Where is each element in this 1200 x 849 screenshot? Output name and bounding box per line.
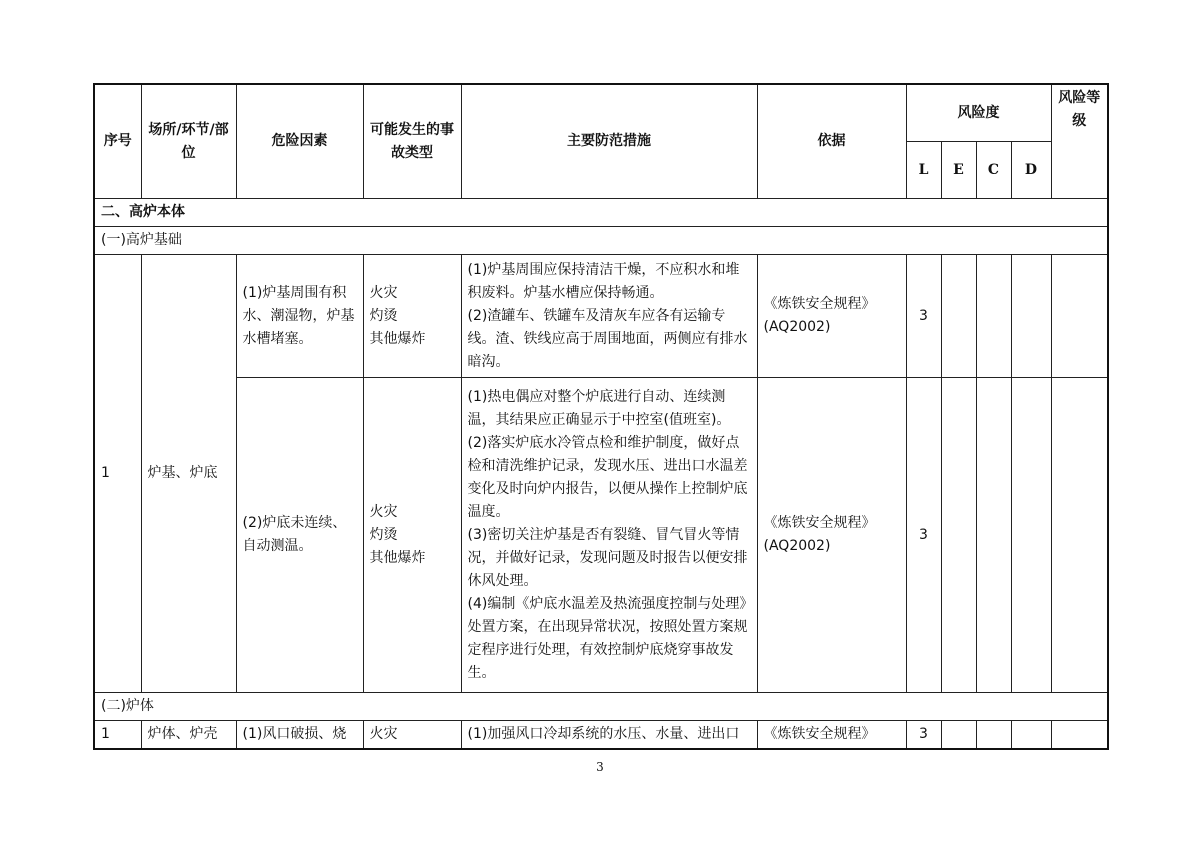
accident-type-item: 火灾 (369, 284, 398, 301)
accident-type-item: 其他爆炸 (369, 549, 426, 566)
row-basis: 《炼铁安全规程》(AQ2002) (757, 378, 906, 693)
measure-item: (2)落实炉底水冷管点检和维护制度，做好点检和清洗维护记录，发现水压、进出口水温差变化及时向炉内报告，以便从操作上控制炉底温度。 (467, 434, 748, 520)
header-D: D (1011, 142, 1051, 199)
header-L: L (906, 142, 941, 199)
accident-type-item: 其他爆炸 (369, 330, 426, 347)
header-basis: 依据 (757, 84, 906, 199)
row-accident-type (363, 255, 461, 378)
row-basis: 《炼铁安全规程》(AQ2002) (757, 255, 906, 378)
accident-type-item: 灼烫 (369, 526, 398, 543)
row-D (1011, 721, 1051, 750)
row-basis: 《炼铁安全规程》 (757, 721, 906, 750)
accident-type-item: 灼烫 (369, 307, 398, 324)
row-D (1011, 378, 1051, 693)
row-measures: (1)加强风口冷却系统的水压、水量、进出口 (461, 721, 757, 750)
row-location: 炉体、炉壳 (141, 721, 236, 750)
header-risk-degree: 风险度 (906, 84, 1051, 142)
measure-item: (2)渣罐车、铁罐车及清灰车应各有运输专线。渣、铁线应高于周围地面，两侧应有排水暗沟。 (467, 307, 748, 370)
row-E (941, 378, 976, 693)
row-E (941, 721, 976, 750)
risk-assessment-table (93, 83, 1109, 750)
row-C (976, 721, 1011, 750)
row-hazard: (2)炉底未连续、自动测温。 (236, 378, 363, 693)
row-risk-level (1051, 255, 1108, 378)
row-C (976, 255, 1011, 378)
section-title: 二、高炉本体 (94, 199, 1108, 227)
row-seq: 1 (94, 255, 141, 693)
row-measures (461, 255, 757, 378)
row-location: 炉基、炉底 (141, 255, 236, 693)
row-accident-type (363, 378, 461, 693)
row-L: 3 (906, 255, 941, 378)
row-hazard: (1)风口破损、烧 (236, 721, 363, 750)
row-D (1011, 255, 1051, 378)
row-hazard: (1)炉基周围有积水、潮湿物，炉基水槽堵塞。 (236, 255, 363, 378)
table-row (94, 378, 1108, 693)
accident-type-item: 火灾 (369, 503, 398, 520)
header-E: E (941, 142, 976, 199)
measure-item: (3)密切关注炉基是否有裂缝、冒气冒火等情况，并做好记录，发现问题及时报告以便安排休风处理。 (467, 526, 748, 589)
page-number: 3 (596, 760, 604, 774)
row-seq: 1 (94, 721, 141, 750)
header-measures: 主要防范措施 (461, 84, 757, 199)
header-seq: 序号 (94, 84, 141, 199)
table-row (94, 721, 1108, 750)
header-accident-type: 可能发生的事故类型 (363, 84, 461, 199)
subsection-body: (二)炉体 (94, 693, 1108, 721)
measure-item: (4)编制《炉底水温差及热流强度控制与处理》处置方案，在出现异常状况，按照处置方案规定程序进行处理，有效控制炉底烧穿事故发生。 (467, 595, 748, 681)
header-risk-level: 风险等级 (1051, 84, 1108, 199)
row-accident-type: 火灾 (363, 721, 461, 750)
header-location: 场所/环节/部位 (141, 84, 236, 199)
row-L: 3 (906, 721, 941, 750)
row-risk-level (1051, 721, 1108, 750)
row-E (941, 255, 976, 378)
subsection-foundation: (一)高炉基础 (94, 227, 1108, 255)
row-risk-level (1051, 378, 1108, 693)
header-C: C (976, 142, 1011, 199)
row-C (976, 378, 1011, 693)
measure-item: (1)热电偶应对整个炉底进行自动、连续测温，其结果应正确显示于中控室(值班室)。 (467, 388, 731, 428)
row-L: 3 (906, 378, 941, 693)
measure-item: (1)炉基周围应保持清洁干燥，不应积水和堆积废料。炉基水槽应保持畅通。 (467, 261, 740, 301)
header-hazard: 危险因素 (236, 84, 363, 199)
row-measures (461, 378, 757, 693)
table-row (94, 255, 1108, 378)
